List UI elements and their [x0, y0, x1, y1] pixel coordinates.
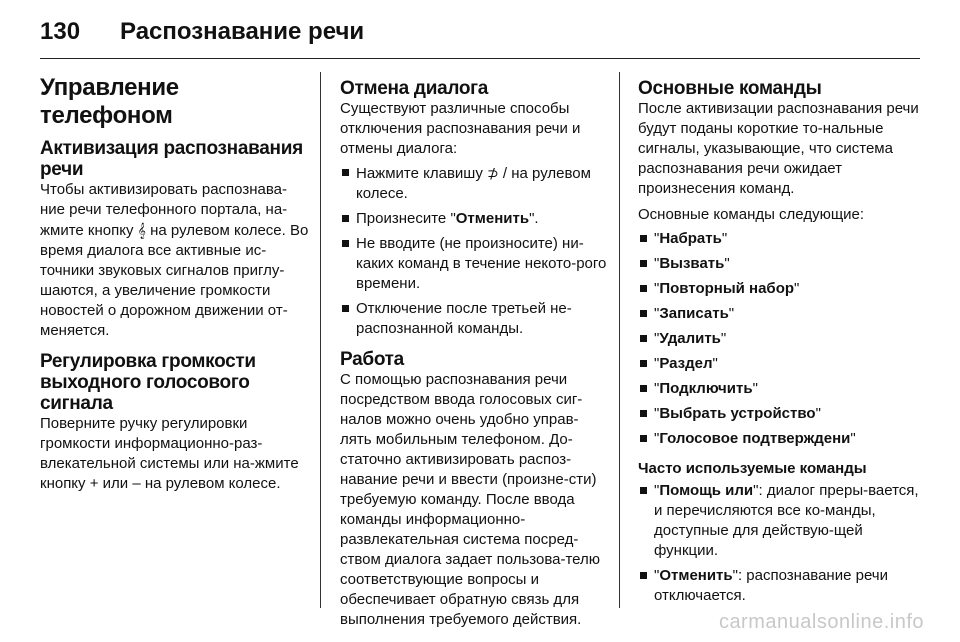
list-item: "Помощь или": диалог преры-вается, и перечисляются все ко-манды, доступные для действую-щей функции.: [638, 481, 920, 561]
list-item: "Выбрать устройство": [638, 404, 920, 424]
command-name: Отменить: [659, 567, 733, 584]
hangup-button-icon: ⊅: [487, 165, 499, 181]
command-name: Голосовое подтверждени: [659, 430, 851, 447]
command-name: Помощь или: [659, 482, 754, 499]
list-item: "Удалить": [638, 329, 920, 349]
command-name: Записать: [659, 305, 729, 322]
frequent-command-list: [638, 481, 920, 606]
item1-text-b: / на рулевом колесе.: [356, 165, 591, 202]
subsection-title-volume: Регулировка громкости выходного голосового сигнала: [40, 351, 256, 414]
command-description: : диалог преры-вается, и перечисляются все ко-манды, доступные для действую-щей функции.: [654, 482, 919, 559]
column-1: [40, 68, 310, 494]
operation-text: С помощью распознавания речи посредством ввода голосовых сиг-налов можно очень удобно управ-лять мобильным телефоном. До-статочно активизировать распоз-навание речи и ввести (произне-сти) требуемую команду. После ввода команды информационно-развлекательная система посред-ством диалога задает пользова-телю соответствующие вопросы и обеспечивает обратную связь для выполнения требуемого действия.: [340, 371, 601, 628]
activation-text: [40, 180, 310, 341]
list-item: Отключение после третьей не-распознанной команды.: [340, 299, 610, 339]
column-2: [340, 68, 610, 630]
subsection-title-cancel: Отмена диалога: [340, 78, 489, 99]
list-item: [340, 163, 610, 204]
item2-keyword: Отменить: [455, 210, 530, 227]
cancel-text: Существуют различные способы отключения распознавания речи и отмены диалога:: [340, 100, 581, 157]
list-item: "Набрать": [638, 229, 920, 249]
list-item: "Раздел": [638, 354, 920, 374]
column-divider-2: [619, 72, 620, 608]
list-item: "Подключить": [638, 379, 920, 399]
talk-button-icon: 𝄞: [137, 222, 146, 238]
volume-text: Поверните ручку регулировки громкости информационно-раз-влекательной системы или на-жмите кнопку + или – на рулевом колесе.: [40, 415, 299, 492]
subsection-title-activation: Активизация распознавания речи: [40, 138, 303, 180]
watermark: carmanualsonline.info: [718, 611, 924, 633]
column-divider-1: [320, 72, 321, 608]
command-name: Вызвать: [659, 255, 725, 272]
command-description: : распознавание речи отключается.: [654, 567, 888, 604]
subsection-title-basic-commands: Основные команды: [638, 78, 822, 99]
command-name: Раздел: [659, 355, 713, 372]
list-item: "Повторный набор": [638, 279, 920, 299]
running-title: Распознавание речи: [120, 18, 365, 45]
command-name: Повторный набор: [659, 280, 795, 297]
subsection-title-frequent-commands: Часто используемые команды: [638, 460, 867, 477]
cancel-list: [340, 163, 610, 339]
page-number: 130: [40, 18, 81, 45]
column-3: [638, 68, 920, 611]
command-name: Набрать: [659, 230, 722, 247]
item2-text-b: ".: [529, 210, 539, 227]
header-rule: [40, 58, 920, 59]
item1-text-a: Нажмите клавишу: [356, 165, 483, 182]
activation-text-a: Чтобы активизировать распознава-ние речи телефонного портала, на-жмите кнопку: [40, 181, 288, 239]
basic-commands-text: После активизации распознавания речи будут поданы короткие то-нальные сигналы, указывающие, что система распознавания речи ожидает произнесения команд.: [638, 100, 919, 197]
list-item: "Вызвать": [638, 254, 920, 274]
list-item: "Записать": [638, 304, 920, 324]
command-name: Удалить: [659, 330, 721, 347]
subsection-title-operation: Работа: [340, 349, 404, 370]
command-list: [638, 229, 920, 449]
command-name: Выбрать устройство: [659, 405, 816, 422]
basic-commands-intro: Основные команды следующие:: [638, 206, 865, 223]
list-item: "Голосовое подтверждени": [638, 429, 920, 449]
list-item: Не вводите (не произносите) ни-каких команд в течение некото-рого времени.: [340, 234, 610, 294]
item2-text-a: Произнесите ": [356, 210, 456, 227]
list-item: [340, 209, 610, 229]
activation-text-b: на рулевом колесе. Во время диалога все активные ис-точники звуковых сигналов приглу-шаются, а увеличение громкости новостей о дорожном движении от-меняется.: [40, 222, 309, 339]
list-item: "Отменить": распознавание речи отключается.: [638, 566, 920, 606]
page-header: [40, 14, 920, 54]
section-title: Управление телефоном: [40, 74, 179, 129]
command-name: Подключить: [659, 380, 753, 397]
